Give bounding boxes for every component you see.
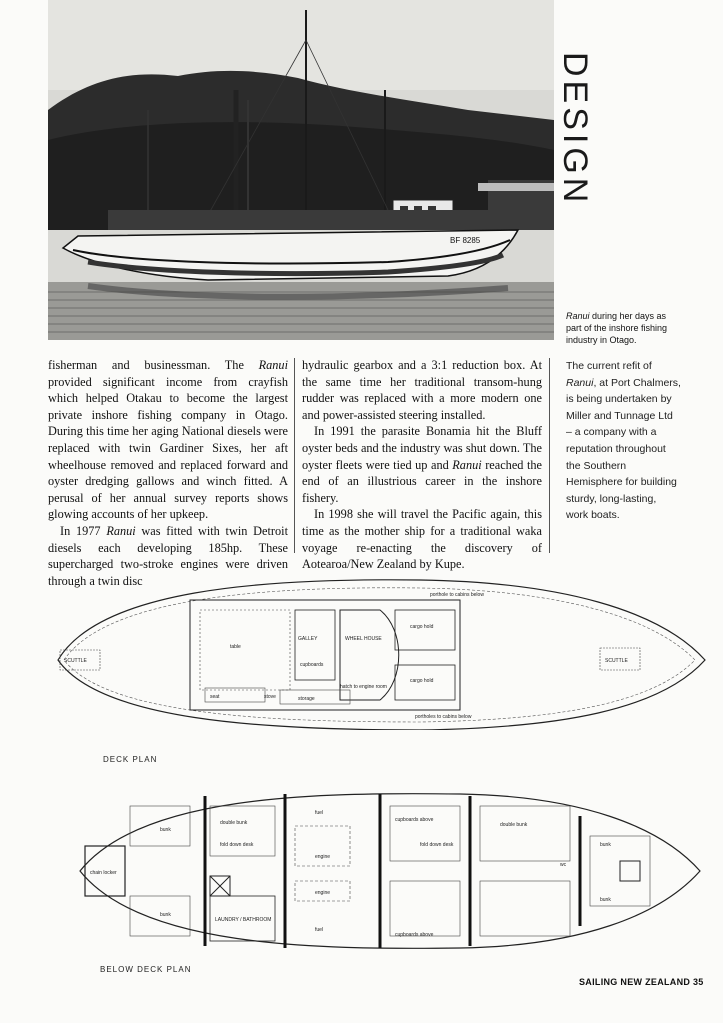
text-run: The current refit of: [566, 360, 652, 372]
seat-label: seat: [210, 694, 220, 700]
text-run: fisherman and businessman. The: [48, 358, 259, 372]
engine-label: engine: [315, 890, 331, 896]
below-deck-plan-label: BELOW DECK PLAN: [100, 965, 192, 974]
deck-plan-label: DECK PLAN: [103, 755, 158, 764]
column-rule: [549, 358, 550, 553]
cargo-hold-top-label: cargo hold: [410, 624, 434, 630]
text-run: reached the end of an illustrious career in the inshore fishery.: [302, 457, 542, 505]
caption-text: during her days as part of the inshore fishing industry in Otago.: [566, 311, 668, 345]
text-run: In 1991 the parasite Bonamia hit the Bluff oyster beds and the industry was shut down. The oyster fleets were tied up and: [302, 424, 542, 472]
page-footer: SAILING NEW ZEALAND 35: [579, 977, 704, 987]
paragraph: [48, 357, 288, 523]
deck-plan-drawing: [40, 570, 715, 730]
porthole-bottom-label: portholes to cabins below: [415, 714, 472, 720]
galley-label: GALLEY: [298, 636, 318, 642]
porthole-top-label: porthole to cabins below: [430, 592, 484, 598]
text-run: In 1977: [60, 523, 107, 538]
caption-ship-name: Ranui: [566, 311, 590, 321]
fold-down-desk-label: fold down desk: [420, 842, 454, 848]
text-run: was fitted with twin Detroit diesels each developing 185hp. These supercharged two-stroke engines were driven through a twin disc: [48, 523, 288, 588]
bunk-label: bunk: [160, 827, 171, 833]
cargo-hold-bottom-label: cargo hold: [410, 678, 434, 684]
laundry-label: LAUNDRY / BATHROOM: [215, 917, 272, 923]
ship-name: Ranui: [452, 457, 482, 472]
ship-name: Ranui: [106, 523, 136, 538]
photo-caption: [566, 310, 676, 346]
fuel-label: fuel: [315, 810, 324, 816]
chain-locker-label: chain locker: [90, 870, 117, 876]
hull-registration: BF 8285: [450, 236, 481, 245]
ship-name: Ranui: [566, 376, 594, 389]
section-label: [556, 52, 598, 207]
fuel-label: fuel: [315, 927, 324, 933]
bunk-label: bunk: [600, 897, 611, 903]
cupboards-above-label: cupboards above: [395, 817, 434, 823]
boat-photo: [48, 0, 554, 340]
column-rule: [294, 358, 295, 553]
double-bunk-label: double bunk: [220, 820, 248, 826]
stove-label: stove: [264, 694, 276, 700]
paragraph: [302, 357, 542, 423]
hatch-label: hatch to engine room: [340, 684, 387, 690]
text-run: , at Port Chalmers, is being undertaken by Miller and Tunnage Ltd – a company with a reputation throughout the Southern Hemisphere for building sturdy, long-lasting, work boats.: [566, 376, 681, 522]
sidebar-pullquote: [566, 358, 681, 524]
text-run: In 1998 she will travel the Pacific again, this time as the mother ship for a traditional waka voyage re-enacting the discovery of Aotearoa/New Zealand by Kupe.: [302, 507, 542, 572]
paragraph: [302, 423, 542, 506]
section-label-text: DESIGN: [556, 52, 594, 207]
engine-label: engine: [315, 854, 331, 860]
bunk-label: bunk: [600, 842, 611, 848]
fold-down-desk-label: fold down desk: [220, 842, 254, 848]
body-column-1: [48, 357, 288, 589]
wheel-house-label: WHEEL HOUSE: [345, 636, 382, 642]
wc-label: wc: [560, 862, 567, 868]
storage-label: storage: [298, 696, 315, 702]
cupboards-above-label: cupboards above: [395, 932, 434, 938]
table-label: table: [230, 644, 241, 650]
cupboards-label: cupboards: [300, 662, 324, 668]
body-column-2: [302, 357, 542, 573]
bunk-label: bunk: [160, 912, 171, 918]
double-bunk-label: double bunk: [500, 822, 528, 828]
text-run: provided significant income from crayfish which helped Otakau to become the largest private inshore fishing company in Otago. During this time her aging National diesels were replaced with twin Gardiner Sixes, her aft wheelhouse removed and replaced forward and oyster dredging gallows and winch fitted. A perusal of her annual survey reports shows glowing accounts of her upkeep.: [48, 374, 288, 522]
text-run: hydraulic gearbox and a 3:1 reduction box. At the same time her traditional transom-hung rudder was replaced with a more modern one and power-assisted steering installed.: [302, 358, 542, 422]
scuttle-fwd-label: SCUTTLE: [64, 658, 87, 664]
paragraph: [302, 506, 542, 572]
below-deck-plan-drawing: [60, 786, 710, 956]
scuttle-aft-label: SCUTTLE: [605, 658, 628, 664]
ship-name: Ranui: [258, 358, 288, 372]
